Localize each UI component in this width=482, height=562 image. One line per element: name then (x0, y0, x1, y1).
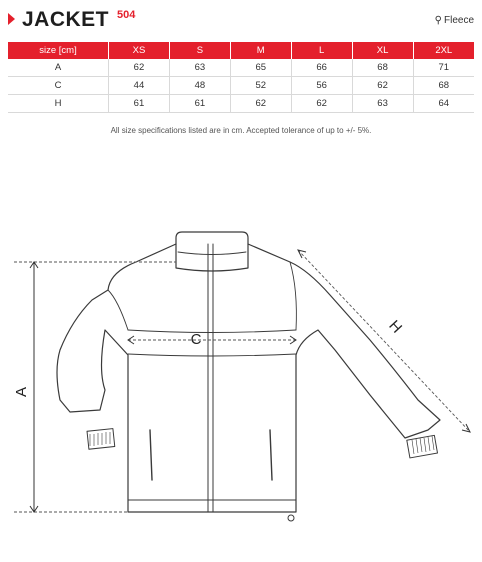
chest-seam (128, 354, 296, 356)
left-cuff (87, 429, 115, 450)
dim-label-h: H (385, 317, 406, 337)
dim-label-c: C (190, 331, 202, 348)
dimension-lines (14, 250, 470, 512)
model-number: 504 (117, 9, 136, 21)
table-cell: 61 (169, 95, 230, 113)
table-cell: 68 (413, 77, 474, 95)
table-cell: 44 (109, 77, 170, 95)
row-label: H (8, 95, 109, 113)
tolerance-note: All size specifications listed are in cm. Accepted tolerance of up to +/- 5%. (110, 126, 372, 135)
yoke-seam (128, 330, 296, 333)
col-header-s: S (169, 42, 230, 59)
col-header-xl: XL (352, 42, 413, 59)
col-header-xs: XS (109, 42, 170, 59)
table-cell: 66 (291, 59, 352, 77)
row-label: A (8, 59, 109, 77)
col-header-2xl: 2XL (413, 42, 474, 59)
col-header-l: L (291, 42, 352, 59)
table-cell: 71 (413, 59, 474, 77)
right-sleeve-seam (290, 262, 296, 330)
table-cell: 61 (109, 95, 170, 113)
left-pocket (150, 430, 152, 480)
left-sleeve-seam (108, 290, 128, 330)
table-cell: 65 (230, 59, 291, 77)
table-cell: 48 (169, 77, 230, 95)
cuff-ribs (90, 432, 434, 454)
table-cell: 63 (352, 95, 413, 113)
dim-label-a: A (13, 386, 30, 398)
table-cell: 56 (291, 77, 352, 95)
table-cell: 62 (291, 95, 352, 113)
table-cell: 62 (109, 59, 170, 77)
table-cell: 63 (169, 59, 230, 77)
table-cell: 52 (230, 77, 291, 95)
jacket-body-outline (57, 244, 440, 512)
right-cuff (407, 435, 438, 458)
collar-outline (176, 232, 248, 271)
table-cell: 68 (352, 59, 413, 77)
collar-fold (178, 252, 246, 255)
right-pocket (270, 430, 272, 480)
dimension-arrows (30, 250, 470, 512)
col-header-size: size [cm] (8, 42, 109, 59)
table-cell: 64 (413, 95, 474, 113)
product-title: JACKET (22, 8, 110, 31)
material-text: Fleece (443, 15, 474, 26)
col-header-m: M (230, 42, 291, 59)
zipper-pull (288, 515, 294, 521)
table-cell: 62 (230, 95, 291, 113)
dim-h-line (298, 250, 470, 432)
row-label: C (8, 77, 109, 95)
pin-icon: ⚲ (434, 15, 442, 26)
table-cell: 62 (352, 77, 413, 95)
